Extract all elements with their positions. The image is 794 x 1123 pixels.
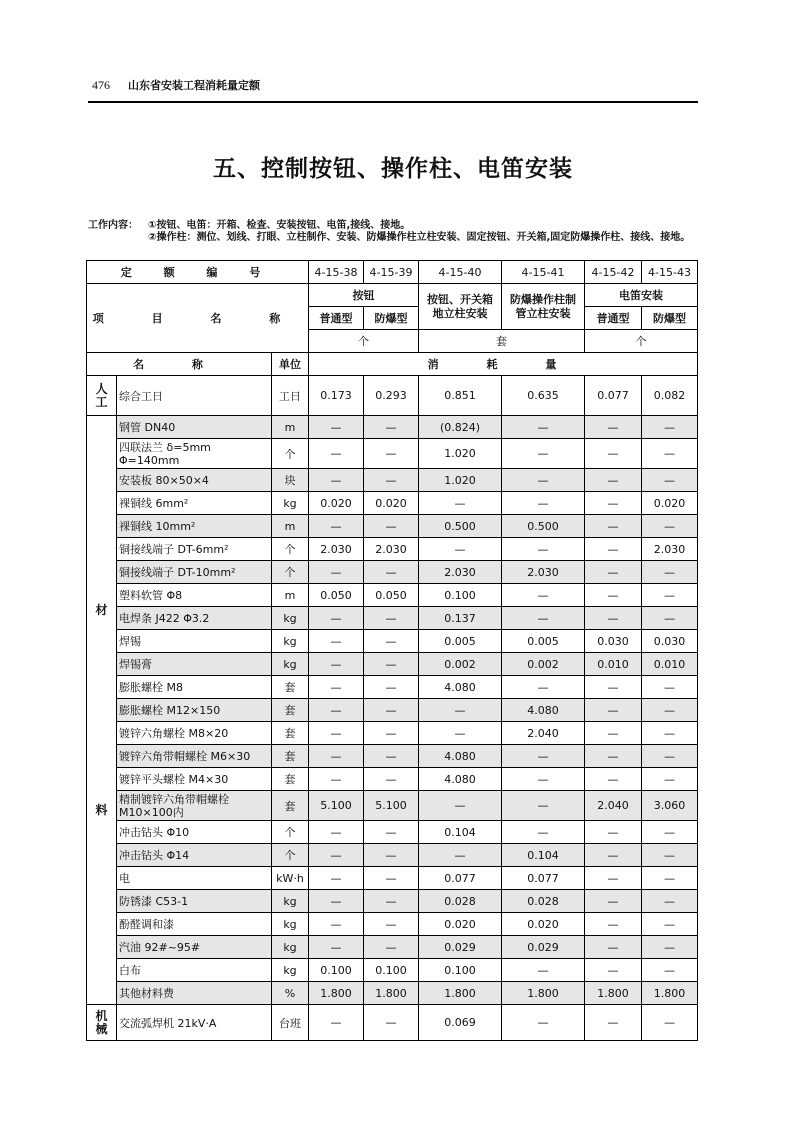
item-value: — — [585, 607, 642, 630]
item-name: 冲击钻头 Φ14 — [117, 844, 272, 867]
item-value: — — [309, 439, 364, 469]
col-consumption-header: 消 耗 量 — [309, 353, 698, 376]
item-value: — — [642, 890, 698, 913]
item-value: — — [364, 821, 419, 844]
item-unit: 套 — [272, 768, 309, 791]
sub-normal: 普通型 — [585, 307, 642, 330]
item-value: — — [419, 791, 502, 821]
item-unit: m — [272, 584, 309, 607]
item-value: — — [502, 416, 585, 439]
item-unit: kg — [272, 936, 309, 959]
item-name: 电焊条 J422 Φ3.2 — [117, 607, 272, 630]
material-row — [87, 745, 698, 768]
item-unit: kg — [272, 607, 309, 630]
item-value: — — [642, 469, 698, 492]
item-value: — — [364, 469, 419, 492]
item-value: 0.077 — [502, 867, 585, 890]
item-name: 镀锌平头螺栓 M4×30 — [117, 768, 272, 791]
item-value: — — [642, 584, 698, 607]
item-name: 交流弧焊机 21kV·A — [117, 1005, 272, 1041]
code-row — [87, 261, 698, 284]
code-cell: 4-15-41 — [502, 261, 585, 284]
group-col41: 防爆操作柱制管立柱安装 — [502, 284, 585, 330]
item-value: — — [502, 959, 585, 982]
material-row — [87, 469, 698, 492]
item-unit: 套 — [272, 699, 309, 722]
item-value: — — [502, 821, 585, 844]
item-value: — — [502, 791, 585, 821]
item-value: — — [309, 936, 364, 959]
item-value: 0.100 — [364, 959, 419, 982]
item-value: 0.005 — [419, 630, 502, 653]
item-unit: kg — [272, 959, 309, 982]
item-value: — — [419, 699, 502, 722]
material-row — [87, 890, 698, 913]
item-value: — — [364, 630, 419, 653]
item-value: — — [502, 439, 585, 469]
item-value: 0.173 — [309, 376, 364, 416]
item-unit: 个 — [272, 439, 309, 469]
item-name: 冲击钻头 Φ10 — [117, 821, 272, 844]
item-value: 0.137 — [419, 607, 502, 630]
item-value: 4.080 — [419, 745, 502, 768]
item-value: — — [585, 469, 642, 492]
item-value: 0.500 — [419, 515, 502, 538]
material-row — [87, 584, 698, 607]
page-number: 476 — [92, 78, 110, 92]
item-value: — — [642, 439, 698, 469]
item-unit: 个 — [272, 561, 309, 584]
book-title: 山东省安装工程消耗量定额 — [128, 79, 260, 92]
item-value: — — [642, 745, 698, 768]
item-value: — — [309, 515, 364, 538]
item-value: 0.028 — [502, 890, 585, 913]
work-content-line2: ②操作柱：测位、划线、打眼、立柱制作、安装、防爆操作柱立柱安装、固定按钮、开关箱,固定防爆操作柱、接线、接地。 — [148, 232, 691, 243]
item-name: 膨胀螺栓 M12×150 — [117, 699, 272, 722]
material-row — [87, 416, 698, 439]
item-name: 安装板 80×50×4 — [117, 469, 272, 492]
item-unit: kg — [272, 913, 309, 936]
item-value: — — [502, 1005, 585, 1041]
item-value: — — [309, 699, 364, 722]
code-label: 定 额 编 号 — [87, 261, 309, 284]
item-name: 综合工日 — [117, 376, 272, 416]
item-value: — — [364, 515, 419, 538]
item-value: 0.050 — [364, 584, 419, 607]
item-value: 0.020 — [419, 913, 502, 936]
item-name: 裸铜线 6mm² — [117, 492, 272, 515]
item-name: 汽油 92#~95# — [117, 936, 272, 959]
item-unit: % — [272, 982, 309, 1005]
material-row — [87, 538, 698, 561]
item-value: — — [364, 913, 419, 936]
item-value: — — [364, 768, 419, 791]
item-name: 四联法兰 δ=5mm Φ=140mm — [117, 439, 272, 469]
work-content-label: 工作内容： — [88, 220, 138, 231]
item-name: 白布 — [117, 959, 272, 982]
item-value: 0.028 — [419, 890, 502, 913]
page-header — [88, 76, 698, 100]
item-value: — — [642, 913, 698, 936]
item-name: 钢管 DN40 — [117, 416, 272, 439]
item-value: — — [309, 722, 364, 745]
col-unit-header: 单位 — [272, 353, 309, 376]
item-name: 其他材料费 — [117, 982, 272, 1005]
item-name: 焊锡 — [117, 630, 272, 653]
item-value: — — [502, 492, 585, 515]
item-unit: 工日 — [272, 376, 309, 416]
item-value: 1.800 — [502, 982, 585, 1005]
item-value: 0.069 — [419, 1005, 502, 1041]
item-value: — — [585, 745, 642, 768]
category-machine: 机械 — [87, 1005, 117, 1041]
item-value: 2.030 — [364, 538, 419, 561]
item-value: 0.020 — [364, 492, 419, 515]
item-value: — — [364, 607, 419, 630]
code-cell: 4-15-39 — [364, 261, 419, 284]
item-value: — — [642, 867, 698, 890]
item-value: 0.029 — [419, 936, 502, 959]
item-value: — — [502, 768, 585, 791]
sub-normal: 普通型 — [309, 307, 364, 330]
unit-tao: 套 — [419, 330, 585, 353]
machine-row — [87, 1005, 698, 1041]
item-unit: 套 — [272, 676, 309, 699]
item-value: — — [585, 821, 642, 844]
item-value: 5.100 — [309, 791, 364, 821]
item-value: (0.824) — [419, 416, 502, 439]
sub-explosion: 防爆型 — [642, 307, 698, 330]
item-value: 0.030 — [585, 630, 642, 653]
item-value: — — [309, 676, 364, 699]
code-cell: 4-15-43 — [642, 261, 698, 284]
item-value: — — [309, 469, 364, 492]
material-row — [87, 699, 698, 722]
item-value: 0.077 — [419, 867, 502, 890]
item-value: — — [642, 959, 698, 982]
item-value: 0.010 — [642, 653, 698, 676]
item-value: — — [585, 416, 642, 439]
item-value: 0.500 — [502, 515, 585, 538]
material-row — [87, 768, 698, 791]
code-cell: 4-15-38 — [309, 261, 364, 284]
code-cell: 4-15-42 — [585, 261, 642, 284]
item-value: — — [585, 561, 642, 584]
item-unit: kg — [272, 890, 309, 913]
item-value: — — [309, 653, 364, 676]
item-value: 2.040 — [502, 722, 585, 745]
item-value: 0.030 — [642, 630, 698, 653]
category-material — [87, 416, 117, 1005]
item-name: 电 — [117, 867, 272, 890]
item-value: 0.293 — [364, 376, 419, 416]
material-row — [87, 515, 698, 538]
item-value: 2.030 — [309, 538, 364, 561]
item-value: 1.020 — [419, 469, 502, 492]
item-value: — — [585, 867, 642, 890]
item-value: — — [309, 416, 364, 439]
material-row — [87, 791, 698, 821]
item-value: — — [585, 538, 642, 561]
material-row — [87, 821, 698, 844]
item-value: — — [309, 768, 364, 791]
item-value: 1.800 — [364, 982, 419, 1005]
item-value: — — [585, 676, 642, 699]
item-value: — — [364, 844, 419, 867]
item-value: 4.080 — [419, 768, 502, 791]
item-name: 精制镀锌六角带帽螺栓 M10×100内 — [117, 791, 272, 821]
item-unit: kW·h — [272, 867, 309, 890]
item-value: 1.020 — [419, 439, 502, 469]
unit-ge: 个 — [585, 330, 698, 353]
item-value: 0.104 — [419, 821, 502, 844]
group-row — [87, 284, 698, 307]
consumption-table — [86, 260, 698, 1041]
item-value: — — [364, 439, 419, 469]
item-value: 0.104 — [502, 844, 585, 867]
item-unit: 个 — [272, 844, 309, 867]
labor-row — [87, 376, 698, 416]
item-value: — — [502, 538, 585, 561]
item-value: — — [364, 745, 419, 768]
work-content-line1: ①按钮、电笛：开箱、检查、安装按钮、电笛,接线、接地。 — [148, 220, 411, 231]
material-row — [87, 653, 698, 676]
item-unit: 块 — [272, 469, 309, 492]
material-row — [87, 844, 698, 867]
item-value: 0.010 — [585, 653, 642, 676]
item-value: 0.100 — [419, 584, 502, 607]
item-value: — — [585, 439, 642, 469]
header-rule — [88, 101, 698, 103]
item-value: — — [585, 936, 642, 959]
item-unit: 个 — [272, 821, 309, 844]
item-value: — — [502, 607, 585, 630]
item-value: — — [309, 607, 364, 630]
item-value: — — [585, 492, 642, 515]
item-value: — — [642, 844, 698, 867]
item-value: — — [585, 584, 642, 607]
item-value: — — [642, 722, 698, 745]
item-value: — — [502, 469, 585, 492]
item-value: — — [642, 936, 698, 959]
item-name: 铜接线端子 DT-10mm² — [117, 561, 272, 584]
item-value: 4.080 — [419, 676, 502, 699]
group-button: 按钮 — [309, 284, 419, 307]
category-material-char2: 料 — [95, 803, 108, 817]
material-row — [87, 607, 698, 630]
material-row — [87, 492, 698, 515]
item-value: — — [419, 492, 502, 515]
item-value: — — [309, 913, 364, 936]
item-value: — — [419, 538, 502, 561]
item-value: 5.100 — [364, 791, 419, 821]
item-value: — — [642, 768, 698, 791]
item-value: 2.040 — [585, 791, 642, 821]
item-value: — — [309, 890, 364, 913]
col-name-header: 名 称 — [87, 353, 272, 376]
item-unit: kg — [272, 630, 309, 653]
item-value: 0.020 — [502, 913, 585, 936]
item-value: — — [502, 745, 585, 768]
material-row — [87, 936, 698, 959]
material-row — [87, 722, 698, 745]
item-name: 焊锡膏 — [117, 653, 272, 676]
category-labor: 人工 — [87, 376, 117, 416]
item-value: 0.635 — [502, 376, 585, 416]
item-value: 4.080 — [502, 699, 585, 722]
item-value: — — [364, 653, 419, 676]
material-row — [87, 439, 698, 469]
material-row — [87, 561, 698, 584]
item-unit: kg — [272, 492, 309, 515]
item-value: 0.100 — [419, 959, 502, 982]
code-cell: 4-15-40 — [419, 261, 502, 284]
sub-explosion: 防爆型 — [364, 307, 419, 330]
item-name: 铜接线端子 DT-6mm² — [117, 538, 272, 561]
item-value: — — [364, 722, 419, 745]
item-value: — — [364, 699, 419, 722]
item-value: — — [585, 1005, 642, 1041]
item-value: — — [364, 676, 419, 699]
item-value: — — [642, 561, 698, 584]
item-name: 镀锌六角螺栓 M8×20 — [117, 722, 272, 745]
item-value: 1.800 — [309, 982, 364, 1005]
item-value: — — [364, 561, 419, 584]
item-name: 裸铜线 10mm² — [117, 515, 272, 538]
item-name-label: 项 目 名 称 — [87, 284, 309, 353]
item-value: — — [585, 890, 642, 913]
item-value: — — [642, 1005, 698, 1041]
item-value: — — [364, 1005, 419, 1041]
item-value: 0.100 — [309, 959, 364, 982]
item-value: — — [642, 699, 698, 722]
item-value: 0.002 — [419, 653, 502, 676]
item-unit: 套 — [272, 791, 309, 821]
unit-ge: 个 — [309, 330, 419, 353]
item-value: 0.005 — [502, 630, 585, 653]
item-value: 1.800 — [642, 982, 698, 1005]
material-row — [87, 913, 698, 936]
item-value: 0.002 — [502, 653, 585, 676]
item-value: — — [309, 844, 364, 867]
material-row — [87, 982, 698, 1005]
column-header-row — [87, 353, 698, 376]
item-value: — — [309, 745, 364, 768]
item-value: — — [642, 416, 698, 439]
item-value: — — [585, 699, 642, 722]
material-row — [87, 630, 698, 653]
item-unit: 个 — [272, 538, 309, 561]
group-col40: 按钮、开关箱地立柱安装 — [419, 284, 502, 330]
item-value: 1.800 — [419, 982, 502, 1005]
item-value: — — [502, 676, 585, 699]
item-value: — — [642, 515, 698, 538]
item-value: 0.020 — [309, 492, 364, 515]
item-value: — — [502, 584, 585, 607]
item-value: — — [585, 844, 642, 867]
category-material-char1: 材 — [95, 603, 108, 617]
item-value: 1.800 — [585, 982, 642, 1005]
item-value: 2.030 — [642, 538, 698, 561]
item-value: — — [585, 768, 642, 791]
item-value: — — [309, 821, 364, 844]
item-name: 膨胀螺栓 M8 — [117, 676, 272, 699]
item-value: — — [585, 913, 642, 936]
item-value: — — [419, 722, 502, 745]
material-row — [87, 867, 698, 890]
item-value: — — [585, 515, 642, 538]
item-value: — — [364, 867, 419, 890]
item-value: 0.082 — [642, 376, 698, 416]
item-value: — — [642, 821, 698, 844]
section-title: 五、控制按钮、操作柱、电笛安装 — [213, 156, 573, 182]
item-value: — — [585, 722, 642, 745]
item-value: 2.030 — [502, 561, 585, 584]
item-value: — — [309, 561, 364, 584]
item-value: 0.050 — [309, 584, 364, 607]
item-name: 镀锌六角带帽螺栓 M6×30 — [117, 745, 272, 768]
item-value: — — [419, 844, 502, 867]
item-name: 酚醛调和漆 — [117, 913, 272, 936]
material-row — [87, 676, 698, 699]
item-value: — — [309, 630, 364, 653]
item-unit: m — [272, 515, 309, 538]
item-value: — — [309, 1005, 364, 1041]
item-value: — — [642, 676, 698, 699]
item-unit: 台班 — [272, 1005, 309, 1041]
item-value: 0.851 — [419, 376, 502, 416]
item-name: 防锈漆 C53-1 — [117, 890, 272, 913]
item-name: 塑料软管 Φ8 — [117, 584, 272, 607]
item-value: 0.020 — [642, 492, 698, 515]
item-value: 0.029 — [502, 936, 585, 959]
item-value: 3.060 — [642, 791, 698, 821]
item-value: — — [642, 607, 698, 630]
item-value: — — [364, 890, 419, 913]
group-horn: 电笛安装 — [585, 284, 698, 307]
item-value: — — [364, 936, 419, 959]
item-unit: 套 — [272, 745, 309, 768]
item-value: — — [309, 867, 364, 890]
material-row — [87, 959, 698, 982]
item-unit: 套 — [272, 722, 309, 745]
item-unit: m — [272, 416, 309, 439]
item-value: — — [585, 959, 642, 982]
item-value: — — [364, 416, 419, 439]
item-unit: kg — [272, 653, 309, 676]
item-value: 2.030 — [419, 561, 502, 584]
item-value: 0.077 — [585, 376, 642, 416]
